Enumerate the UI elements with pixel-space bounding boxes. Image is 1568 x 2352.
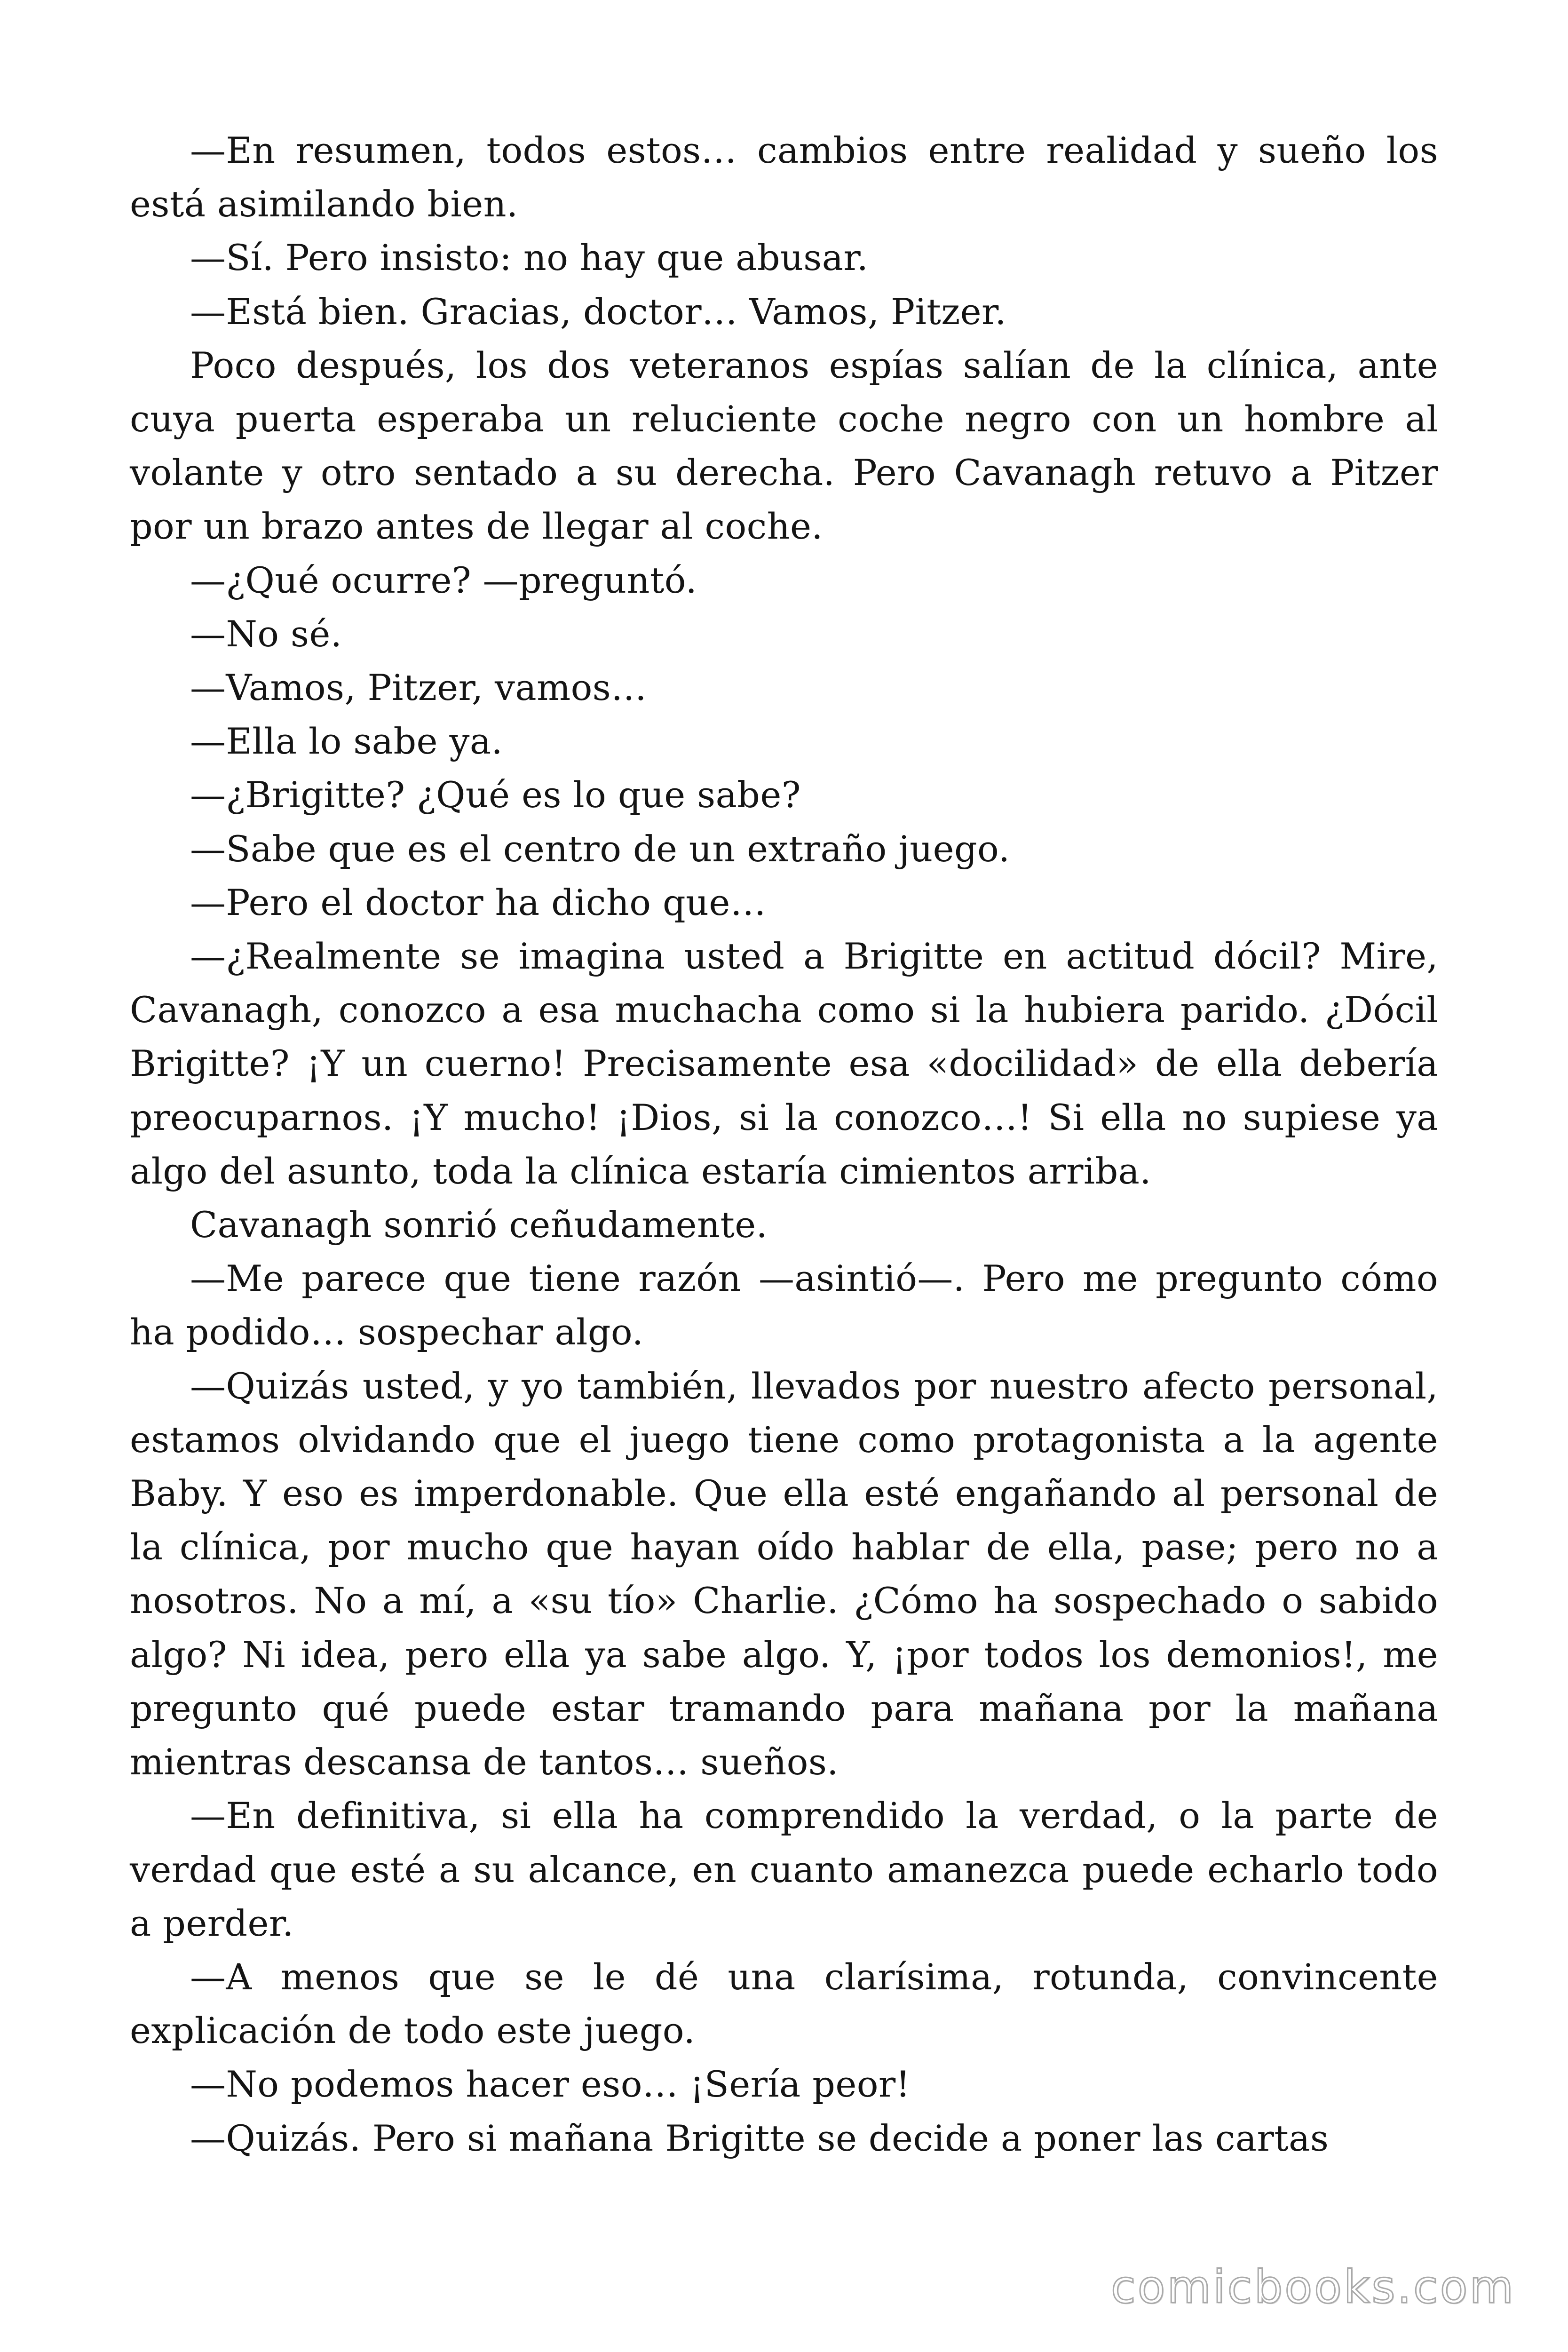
paragraph: —¿Realmente se imagina usted a Brigitte en actitud dócil? Mire, Cavanagh, conozco a esa muchacha como si la hubiera parido. ¿Dócil Brigitte? ¡Y un cuerno! Precisamente esa «docilidad» de ella debería preocuparnos. ¡Y mucho! ¡Dios, si la conozco…! Si ella no supiese ya algo del asunto, toda la clínica estaría cimientos arriba.: [130, 935, 1438, 1192]
paragraph: —Pero el doctor ha dicho que…: [190, 881, 767, 923]
paragraph: —En definitiva, si ella ha comprendido la verdad, o la parte de verdad que esté a su alcance, en cuanto amanezca puede echarlo todo a perder.: [130, 1795, 1438, 1944]
page-text: [130, 124, 1438, 2165]
paragraph: —Ella lo sabe ya.: [190, 720, 503, 763]
paragraph: —No sé.: [190, 612, 342, 655]
paragraph: —A menos que se le dé una clarísima, rotunda, convincente explicación de todo este juego.: [130, 1955, 1438, 2052]
paragraph: —¿Qué ocurre? —preguntó.: [190, 559, 697, 601]
paragraph: —En resumen, todos estos… cambios entre realidad y sueño los está asimilando bien.: [130, 129, 1438, 225]
paragraph: —Está bien. Gracias, doctor… Vamos, Pitzer.: [190, 290, 1006, 333]
paragraph: —Sabe que es el centro de un extraño juego.: [190, 827, 1010, 870]
paragraph: —Quizás usted, y yo también, llevados por nuestro afecto personal, estamos olvidando que el juego tiene como protagonista a la agente Baby. Y eso es imperdonable. Que ella esté engañando al personal de la clínica, por mucho que hayan oído hablar de ella, pase; pero no a nosotros. No a mí, a «su tío» Charlie. ¿Cómo ha sospechado o sabido algo? Ni idea, pero ella ya sabe algo. Y, ¡por todos los demonios!, me pregunto qué puede estar tramando para mañana por la mañana mientras descansa de tantos… sueños.: [130, 1365, 1438, 1783]
paragraph: —Quizás. Pero si mañana Brigitte se decide a poner las cartas: [190, 2117, 1329, 2159]
watermark: comicbooks.com: [1110, 2261, 1515, 2313]
paragraph: —¿Brigitte? ¿Qué es lo que sabe?: [190, 774, 801, 816]
paragraph: —No podemos hacer eso… ¡Sería peor!: [190, 2063, 911, 2106]
paragraph: Cavanagh sonrió ceñudamente.: [190, 1204, 768, 1246]
paragraph: —Me parece que tiene razón —asintió—. Pero me pregunto cómo ha podido… sospechar algo.: [130, 1257, 1438, 1353]
paragraph: —Sí. Pero insisto: no hay que abusar.: [190, 237, 869, 279]
paragraph: —Vamos, Pitzer, vamos…: [190, 667, 647, 709]
paragraph: Poco después, los dos veteranos espías salían de la clínica, ante cuya puerta esperaba un reluciente coche negro con un hombre al volante y otro sentado a su derecha. Pero Cavanagh retuvo a Pitzer por un brazo antes de llegar al coche.: [130, 344, 1438, 548]
